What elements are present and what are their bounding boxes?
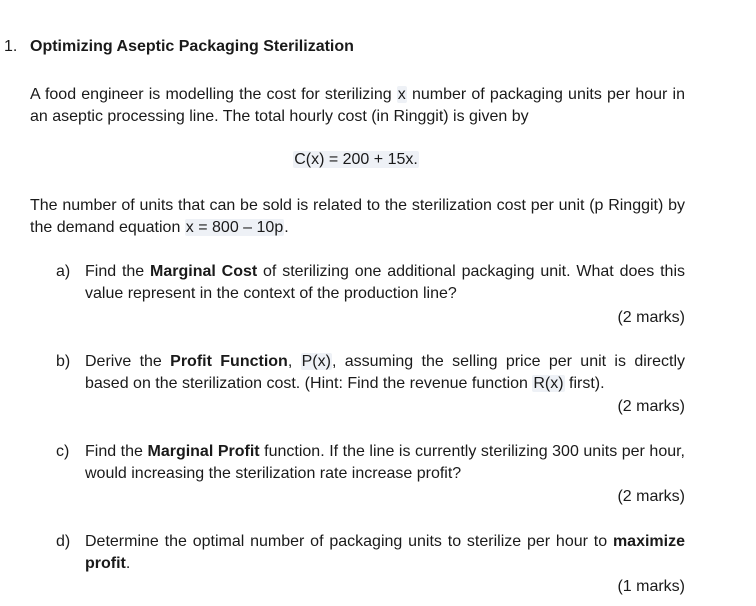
part-d-pre: Determine the optimal number of packaging units to sterilize per hour to <box>85 533 613 550</box>
part-a-label: a) <box>56 263 71 280</box>
part-d-label: d) <box>56 533 71 550</box>
part-b-marks: (2 marks) <box>617 398 685 415</box>
demand-text-end: . <box>284 219 289 236</box>
part-a-post: of sterilizing one additional packaging unit. What does this value represent in the context of the production line? <box>85 263 685 302</box>
cost-equation: C(x) = 200 + 15x. <box>294 151 418 168</box>
part-c-marks: (2 marks) <box>617 488 685 505</box>
part-a-keyword: Marginal Cost <box>150 263 258 280</box>
part-b-text <box>85 351 685 395</box>
part-b-mid2: , assuming the selling price per unit is directly based on the sterilization cost. (Hint: Find the revenue function <box>85 353 686 392</box>
part-b-post: first). <box>564 375 605 392</box>
part-d-post: . <box>125 555 131 572</box>
part-c-post: function. If the line is currently sterilizing 300 units per hour, would increasing the sterilization rate increase profit? <box>85 443 686 482</box>
question-title: Optimizing Aseptic Packaging Sterilization <box>30 38 354 55</box>
part-a-pre: Find the <box>85 263 151 280</box>
part-d-keyword: maximize profit <box>85 533 685 572</box>
part-c-pre: Find the <box>85 443 148 460</box>
demand-equation: x = 800 – 10p <box>185 219 284 236</box>
part-c-text <box>85 441 685 485</box>
cost-equation-line <box>0 149 712 171</box>
part-b-mid1: , <box>287 353 301 370</box>
part-a-text <box>85 261 685 305</box>
part-b-label: b) <box>56 353 71 370</box>
part-c-label: c) <box>56 443 70 460</box>
variable-x: x <box>397 86 406 103</box>
part-d-text <box>85 531 685 575</box>
part-d-marks: (1 marks) <box>617 578 685 595</box>
revenue-function-symbol: R(x) <box>533 375 564 392</box>
intro-paragraph <box>30 84 685 128</box>
intro-text-end: number of packaging units per hour in an aseptic processing line. The total hourly cost (in Ringgit) is given by <box>30 86 685 125</box>
intro-text-start: A food engineer is modelling the cost for sterilizing <box>30 86 397 103</box>
demand-text-start: The number of units that can be sold is related to the sterilization cost per unit (p Ringgit) by the demand equation <box>30 197 685 236</box>
demand-paragraph <box>30 195 685 239</box>
profit-function-symbol: P(x) <box>301 353 331 370</box>
question-number: 1. <box>4 38 18 55</box>
part-b-pre: Derive the <box>85 353 171 370</box>
part-a-marks: (2 marks) <box>617 309 685 326</box>
part-c-keyword: Marginal Profit <box>147 443 260 460</box>
part-b-keyword: Profit Function <box>170 353 288 370</box>
